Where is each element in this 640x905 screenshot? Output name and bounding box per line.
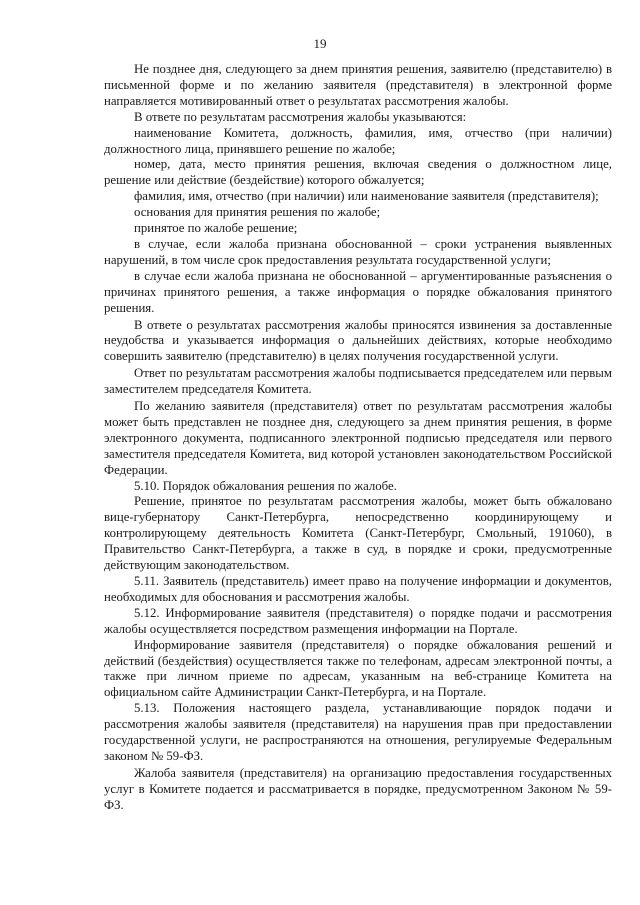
paragraph-applicant-name: фамилия, имя, отчество (при наличии) или наименование заявителя (представителя); [134, 189, 599, 204]
paragraph-apologies: В ответе о результатах рассмотрения жалобы приносятся извинения за доставленные неудобства и указывается информация о дальнейших действиях, которые необходимо совершить заявителю (представителю) в целях получения государственной услуги. [104, 317, 612, 364]
paragraph-informing-applicant: Информирование заявителя (представителя) о порядке обжалования решений и действий (бездействия) осуществляется также по телефонам, адресам электронной почты, а также при личном приеме по адресам, указанным на веб-странице Комитета на официальном сайте Администрации Санкт-Петербурга, и на Портале. [104, 637, 612, 700]
paragraph-electronic-response: По желанию заявителя (представителя) ответ по результатам рассмотрения жалобы может быть представлен не позднее дня, следующего за днем принятия решения, в форме электронного документа, подписанного электронной подписью председателя или первого заместителя председателя Комитета, вид которой установлен законодательством Российской Федерации. [104, 399, 612, 477]
paragraph-complaint-organization: Жалоба заявителя (представителя) на организацию предоставления государственных услуг в Комитете подается и рассматривается в порядке, предусмотренном Законом № 59-ФЗ. [104, 765, 612, 812]
body-text [104, 62, 612, 814]
paragraph-response-deadline: Не позднее дня, следующего за днем принятия решения, заявителю (представителю) в письменной форме и по желанию заявителя (представителя) в электронной форме направляется мотивированный ответ о результатах рассмотрения жалобы. [104, 62, 612, 108]
paragraph-response-contents-intro: В ответе по результатам рассмотрения жалобы указываются: [134, 109, 467, 124]
section-5-12: 5.12. Информирование заявителя (представителя) о порядке подачи и рассмотрения жалобы осуществляется посредством размещения информации на Портале. [104, 605, 612, 636]
section-5-13: 5.13. Положения настоящего раздела, устанавливающие порядок подачи и рассмотрения жалобы заявителя (представителя) на нарушения прав при предоставлении государственной услуги, не распространяются на отношения, регулируемые Федеральным законом № 59-ФЗ. [104, 701, 612, 763]
paragraph-decision-taken: принятое по жалобе решение; [134, 221, 298, 236]
paragraph-decision-grounds: основания для принятия решения по жалобе; [134, 205, 381, 220]
section-5-11: 5.11. Заявитель (представитель) имеет право на получение информации и документов, необходимых для обоснования и рассмотрения жалобы. [104, 574, 612, 604]
paragraph-decision-details: номер, дата, место принятия решения, включая сведения о должностном лице, решение или действие (бездействие) которого обжалуется; [104, 157, 612, 188]
paragraph-committee-official: наименование Комитета, должность, фамилия, имя, отчество (при наличии) должностного лица, принявшего решение по жалобе; [104, 125, 612, 156]
page-number: 19 [313, 36, 327, 51]
paragraph-complaint-unjustified: в случае если жалоба признана не обоснованной – аргументированные разъяснения о причинах принятого решения, а также информация о порядке обжалования принятого решения. [104, 268, 612, 315]
paragraph-response-signature: Ответ по результатам рассмотрения жалобы подписывается председателем или первым заместителем председателя Комитета. [104, 366, 612, 397]
section-5-10-heading: 5.10. Порядок обжалования решения по жалобе. [134, 478, 397, 493]
paragraph-complaint-justified: в случае, если жалоба признана обоснованной – сроки устранения выявленных нарушений, в том числе срок предоставления результата государственной услуги; [104, 236, 612, 267]
paragraph-appeal-procedure: Решение, принятое по результатам рассмотрения жалобы, может быть обжаловано вице-губернатору Санкт-Петербурга, непосредственно координирующему и контролирующему деятельность Комитета (Санкт-Петербург, Смольный, 191060), в Правительство Санкт-Петербурга, а также в суд, в порядке и сроки, предусмотренные действующим законодательством. [104, 494, 612, 573]
